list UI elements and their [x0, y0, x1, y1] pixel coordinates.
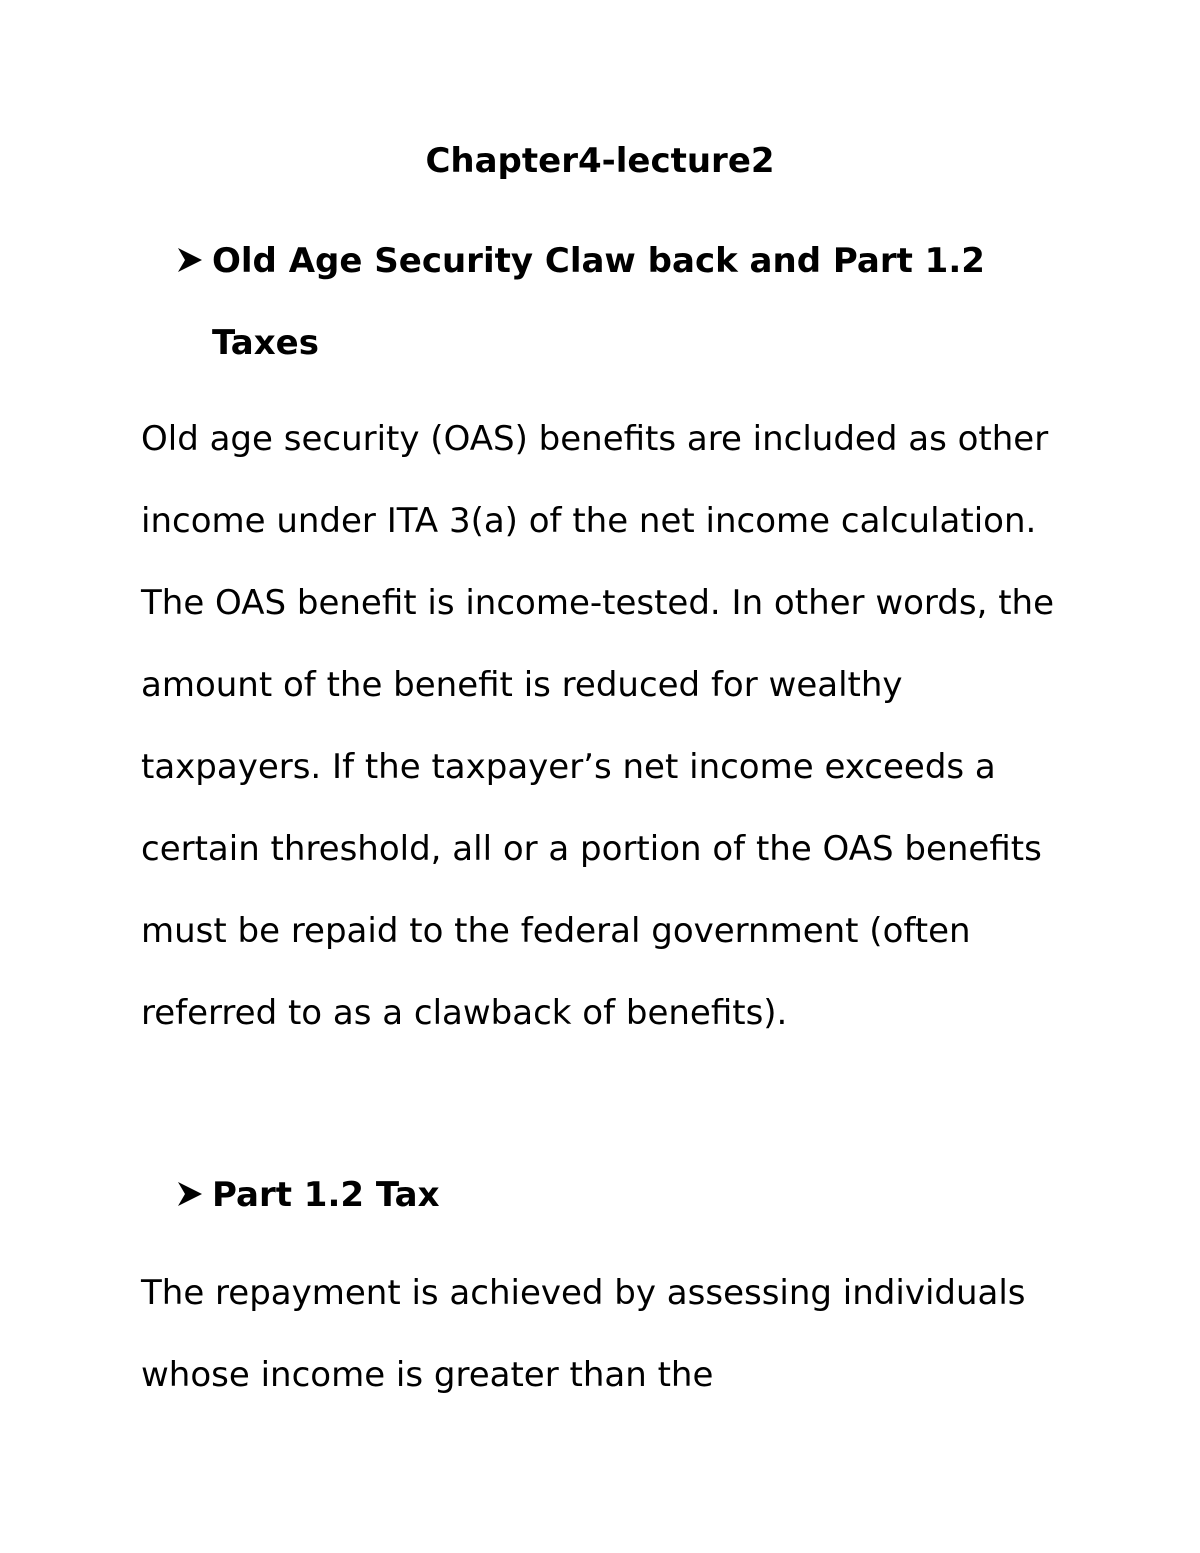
- section-heading-text: Old Age Security Claw back and Part 1.2 Taxes: [212, 241, 985, 363]
- arrowhead-bullet-icon: [172, 220, 206, 302]
- section-heading-text: Part 1.2 Tax: [212, 1175, 440, 1215]
- paragraph-oas-benefits: Old age security (OAS) benefits are included as other income under ITA 3(a) of the net income calculation. The OAS benefit is income-tested. In other words, the amount of the benefit is reduced for wealthy taxpayers. If the taxpayer’s net income exceeds a certain threshold, all or a portion of the OAS benefits must be repaid to the federal government (often referred to as a clawback of benefits).: [141, 419, 1055, 1033]
- page-title: Chapter4-lecture2: [425, 141, 775, 181]
- paragraph-repayment: The repayment is achieved by assessing individuals whose income is greater than the: [141, 1273, 1026, 1395]
- section-heading-part-1-2-tax: [172, 1154, 1072, 1236]
- section-heading-oas-clawback: [172, 220, 1072, 384]
- arrowhead-bullet-icon: [172, 1154, 206, 1236]
